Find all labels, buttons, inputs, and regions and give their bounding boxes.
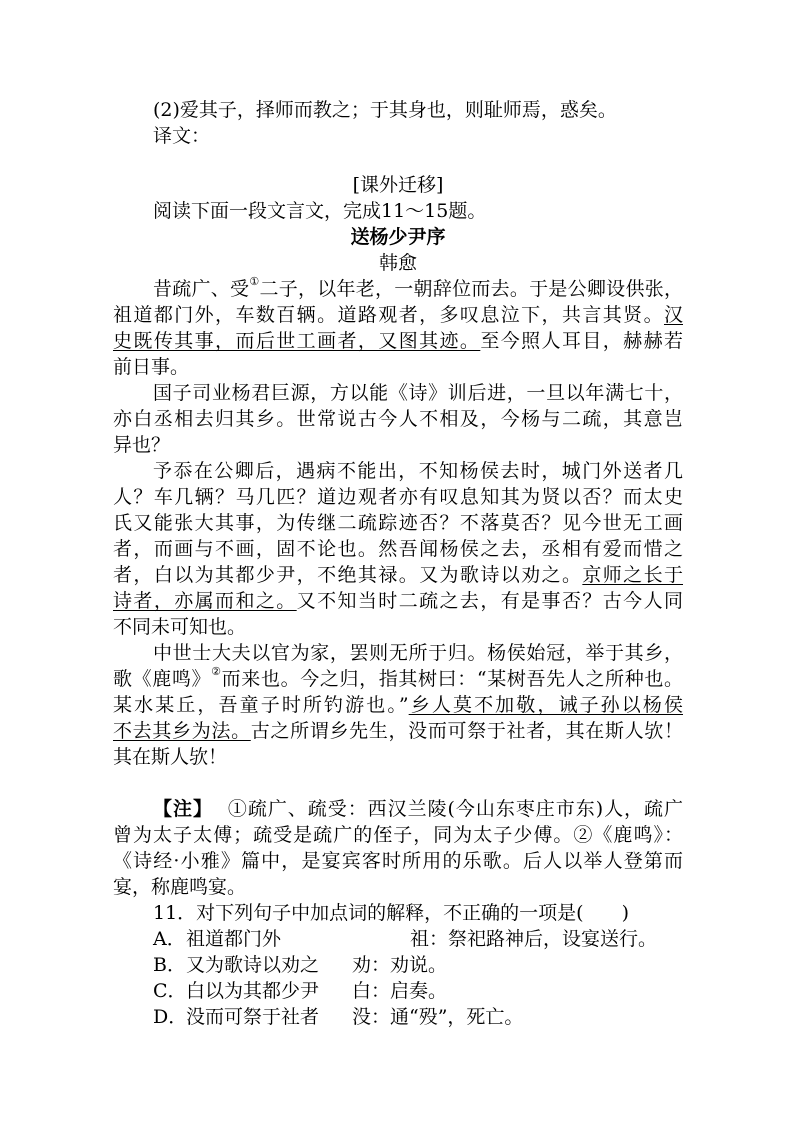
- underlined-sentence: 京师之长于: [582, 564, 683, 586]
- passage-title: 送杨少尹序: [350, 226, 446, 248]
- passage-line: 人？车几辆？马几匹？道边观者亦有叹息知其为贤以否？而太史: [113, 486, 683, 508]
- passage-line: 者，白以为其都少尹，不绝其禄。又为歌诗以劝之。京师之长于: [113, 564, 683, 586]
- underlined-sentence: 汉: [663, 304, 683, 326]
- option-gloss: 劝：劝说。: [352, 954, 448, 976]
- passage-line: 某水某丘，吾童子时所钓游也。”乡人莫不加敬，诫子孙以杨侯: [113, 694, 683, 716]
- option-key: B．: [153, 954, 186, 976]
- option-gloss: 白：启奏。: [352, 980, 448, 1002]
- passage-line: 前日事。: [113, 356, 190, 378]
- underlined-sentence: 诗者，亦属而和之。: [113, 590, 297, 612]
- option-sentence: 白以为其都少尹: [186, 980, 320, 1002]
- translation-label: 译文：: [153, 125, 211, 147]
- option-key: C．: [153, 980, 187, 1002]
- notes-line: 曾为太子太傅；疏受是疏广的侄子，同为太子少傅。②《鹿鸣》：: [113, 824, 683, 846]
- notes-line: 【注】 ①疏广、疏受：西汉兰陵(今山东枣庄市东)人，疏广: [153, 798, 683, 820]
- question-2: (2)爱其子，择师而教之；于其身也，则耻师焉，惑矣。: [153, 99, 617, 121]
- notes-line: 《诗经·小雅》篇中，是宴宾客时所用的乐歌。后人以举人登第而: [113, 850, 683, 872]
- passage-author: 韩愈: [378, 252, 417, 274]
- option-gloss: 没：通“殁”，死亡。: [352, 1006, 524, 1028]
- underlined-sentence: 乡人莫不加敬，诫子孙以杨侯: [408, 694, 683, 716]
- option-sentence: 没而可祭于社者: [186, 1006, 320, 1028]
- passage-line: 史既传其事，而后世工画者，又图其迹。至今照人耳目，赫赫若: [113, 330, 683, 352]
- passage-line: 歌《鹿鸣》②而来也。今之归，指其树曰：“某树吾先人之所种也。: [113, 665, 683, 690]
- passage-line: 者，而画与不画，固不论也。然吾闻杨侯之去，丞相有爱而惜之: [113, 538, 683, 560]
- notes-line: 宴，称鹿鸣宴。: [113, 876, 247, 898]
- underlined-sentence: 不去其乡为法。: [113, 720, 251, 742]
- passage-line: 国子司业杨君巨源，方以能《诗》训后进，一旦以年满七十，: [153, 382, 683, 404]
- option-sentence: 又为歌诗以劝之: [186, 954, 320, 976]
- notes-label: 【注】: [153, 798, 213, 820]
- instruction: 阅读下面一段文言文，完成11～15题。: [153, 200, 487, 222]
- passage-line: 予忝在公卿后，遇病不能出，不知杨侯去时，城门外送者几: [153, 460, 683, 482]
- passage-line: 诗者，亦属而和之。又不知当时二疏之去，有是事否？古今人同: [113, 590, 683, 612]
- passage-line: 中世士大夫以官为家，罢则无所于归。杨侯始冠，举于其乡，: [153, 642, 683, 664]
- passage-line: 其在斯人欤！: [113, 746, 228, 768]
- underlined-sentence: 史既传其事，而后世工画者，又图其迹。: [113, 330, 481, 352]
- passage-line: 不去其乡为法。古之所谓乡先生，没而可祭于社者，其在斯人欤！: [113, 720, 683, 742]
- option-gloss: 祖：祭祀路神后，设宴送行。: [410, 928, 658, 950]
- section-header: [课外迁移]: [352, 174, 444, 196]
- option-key: A．: [153, 928, 186, 950]
- passage-line: 亦白丞相去归其乡。世常说古今人不相及，今杨与二疏，其意岂: [113, 408, 683, 430]
- passage-line: 祖道都门外，车数百辆。道路观者，多叹息泣下，共言其贤。汉: [113, 304, 683, 326]
- passage-line: 不同未可知也。: [113, 616, 247, 638]
- option-sentence: 祖道都门外: [186, 928, 282, 950]
- question-11-stem: 11．对下列句子中加点词的解释，不正确的一项是( ): [153, 902, 630, 924]
- passage-line: 氏又能张大其事，为传继二疏踪迹否？不落莫否？见今世无工画: [113, 512, 683, 534]
- option-key: D．: [153, 1006, 188, 1028]
- passage-line: 昔疏广、受①二子，以年老，一朝辞位而去。于是公卿设供张，: [153, 275, 683, 300]
- passage-line: 异也？: [113, 434, 171, 456]
